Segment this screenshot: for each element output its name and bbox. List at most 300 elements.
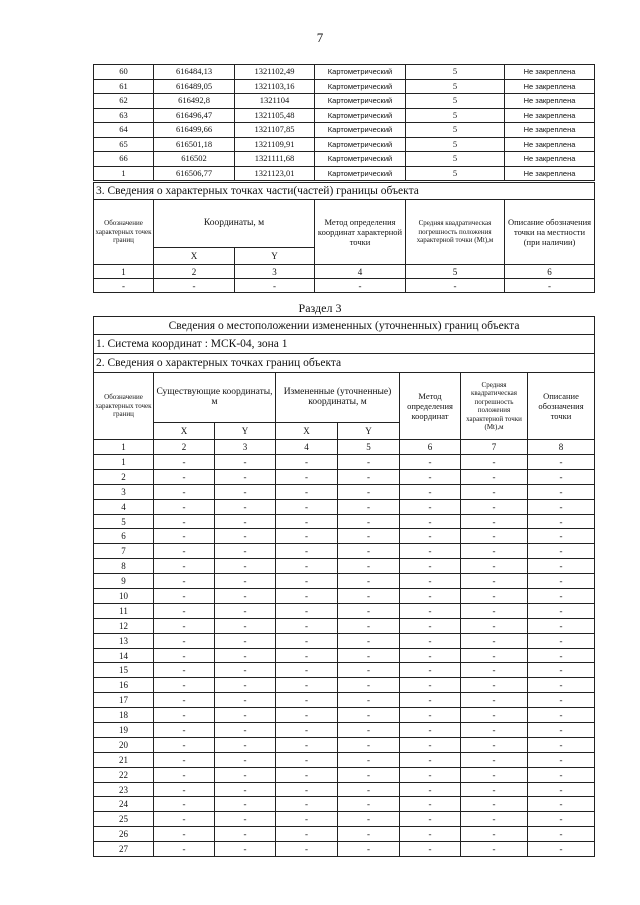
empty-cell: - (528, 767, 595, 782)
empty-cell: - (215, 455, 276, 470)
section-heading: Раздел 3 (298, 301, 342, 315)
empty-cell: - (276, 842, 338, 857)
empty-cell: - (461, 678, 528, 693)
point-number: 21 (94, 752, 154, 767)
point-number: 20 (94, 737, 154, 752)
empty-cell: - (400, 589, 461, 604)
table-row (94, 797, 595, 812)
empty-cell: - (400, 544, 461, 559)
empty-cell: - (338, 737, 400, 752)
empty-cell: - (276, 589, 338, 604)
empty-cell: - (461, 827, 528, 842)
empty-cell: - (215, 842, 276, 857)
empty-cell: - (154, 723, 215, 738)
empty-cell: - (276, 469, 338, 484)
empty-cell: - (528, 782, 595, 797)
empty-cell: - (215, 469, 276, 484)
table-row (94, 842, 595, 857)
empty-cell: - (461, 529, 528, 544)
table-row (94, 663, 595, 678)
empty-cell: - (338, 618, 400, 633)
empty-cell: - (276, 678, 338, 693)
method: Картометрический (315, 79, 406, 94)
empty-cell: - (461, 752, 528, 767)
empty-cell: - (215, 767, 276, 782)
empty-cell: - (215, 484, 276, 499)
empty-cell: - (461, 842, 528, 857)
point-number: 1 (94, 455, 154, 470)
method: Картометрический (315, 94, 406, 109)
table-title: Сведения о местоположении измененных (уточненных) границ объекта (94, 317, 595, 335)
empty-cell: - (338, 603, 400, 618)
empty-cell: - (528, 514, 595, 529)
coord-y: 1321111,68 (235, 152, 315, 167)
empty-cell: - (154, 559, 215, 574)
point-number: 16 (94, 678, 154, 693)
empty-cell: - (528, 633, 595, 648)
column-number: 7 (461, 440, 528, 455)
empty-cell: - (400, 514, 461, 529)
empty-cell: - (276, 544, 338, 559)
empty-cell: - (215, 723, 276, 738)
point-number: 2 (94, 469, 154, 484)
empty-cell: - (276, 663, 338, 678)
empty-cell: - (528, 574, 595, 589)
empty-cell: - (400, 559, 461, 574)
table-row (94, 827, 595, 842)
empty-cell: - (461, 455, 528, 470)
empty-cell: - (154, 708, 215, 723)
mt-value: 5 (406, 65, 505, 80)
empty-cell: - (215, 648, 276, 663)
empty-cell: - (400, 842, 461, 857)
empty-cell: - (215, 827, 276, 842)
point-number: 3 (94, 484, 154, 499)
empty-cell: - (276, 708, 338, 723)
empty-cell: - (215, 678, 276, 693)
point-number: 61 (94, 79, 154, 94)
table-row (94, 812, 595, 827)
empty-cell: - (528, 723, 595, 738)
empty-cell: - (461, 469, 528, 484)
empty-cell: - (528, 752, 595, 767)
table-row (94, 152, 595, 167)
table-row (94, 544, 595, 559)
empty-cell: - (461, 484, 528, 499)
empty-cell: - (400, 752, 461, 767)
empty-cell: - (276, 529, 338, 544)
description: Не закреплена (505, 137, 595, 152)
empty-cell: - (461, 693, 528, 708)
empty-cell: - (338, 827, 400, 842)
empty-cell: - (528, 618, 595, 633)
coord-system: 1. Система координат : МСК-04, зона 1 (94, 335, 595, 354)
empty-cell: - (461, 723, 528, 738)
col-changed-y: Y (338, 422, 400, 439)
empty-cell: - (338, 782, 400, 797)
empty-cell: - (154, 603, 215, 618)
empty-cell: - (461, 544, 528, 559)
empty-cell: - (276, 603, 338, 618)
empty-cell: - (400, 737, 461, 752)
col-designation: Обозначение характерных точек границ (94, 200, 154, 265)
empty-cell: - (276, 514, 338, 529)
col-mt: Средняя квадратическая погрешность положения характерной точки (Mt),м (406, 200, 505, 265)
empty-cell: - (528, 648, 595, 663)
empty-cell: - (215, 589, 276, 604)
empty-cell: - (215, 618, 276, 633)
empty-cell: - (528, 499, 595, 514)
empty-cell: - (528, 797, 595, 812)
empty-cell: - (338, 574, 400, 589)
empty-cell: - (400, 484, 461, 499)
empty-cell: - (154, 782, 215, 797)
empty-cell: - (276, 484, 338, 499)
empty-cell: - (400, 529, 461, 544)
point-number: 8 (94, 559, 154, 574)
empty-cell: - (461, 633, 528, 648)
empty-cell: - (461, 797, 528, 812)
empty-cell: - (215, 529, 276, 544)
column-number: 1 (94, 440, 154, 455)
empty-cell: - (400, 663, 461, 678)
point-number: 18 (94, 708, 154, 723)
coord-y: 1321107,85 (235, 123, 315, 138)
coord-y: 1321105,48 (235, 108, 315, 123)
point-number: 60 (94, 65, 154, 80)
empty-cell: - (235, 279, 315, 293)
column-number: 8 (528, 440, 595, 455)
empty-cell: - (528, 484, 595, 499)
point-number: 1 (94, 166, 154, 181)
empty-cell: - (215, 603, 276, 618)
method: Картометрический (315, 123, 406, 138)
empty-cell: - (338, 767, 400, 782)
mt-value: 5 (406, 152, 505, 167)
empty-cell: - (338, 648, 400, 663)
empty-cell: - (94, 279, 154, 293)
empty-cell: - (338, 663, 400, 678)
coord-x: 616489,05 (154, 79, 235, 94)
coord-x: 616484,13 (154, 65, 235, 80)
coord-x: 616496,47 (154, 108, 235, 123)
table-row (94, 137, 595, 152)
empty-cell: - (528, 455, 595, 470)
table-row (94, 723, 595, 738)
section-title: 2. Сведения о характерных точках границ объекта (94, 354, 595, 373)
empty-cell: - (154, 633, 215, 648)
empty-cell: - (400, 469, 461, 484)
empty-cell: - (215, 752, 276, 767)
empty-cell: - (528, 589, 595, 604)
description: Не закреплена (505, 79, 595, 94)
empty-cell: - (215, 693, 276, 708)
coord-y: 1321102,49 (235, 65, 315, 80)
column-number: 1 (94, 265, 154, 279)
column-number: 3 (235, 265, 315, 279)
description: Не закреплена (505, 108, 595, 123)
empty-cell: - (461, 559, 528, 574)
empty-cell: - (400, 708, 461, 723)
coord-x: 616502 (154, 152, 235, 167)
empty-cell: - (154, 455, 215, 470)
description: Не закреплена (505, 65, 595, 80)
empty-cell: - (154, 279, 235, 293)
col-method: Метод определения координат (400, 373, 461, 440)
empty-cell: - (528, 842, 595, 857)
coord-y: 1321103,16 (235, 79, 315, 94)
empty-cell: - (338, 633, 400, 648)
point-number: 62 (94, 94, 154, 109)
col-method: Метод определения координат характерной точки (315, 200, 406, 265)
empty-cell: - (461, 663, 528, 678)
table-row (94, 499, 595, 514)
empty-cell: - (400, 797, 461, 812)
table-row (94, 767, 595, 782)
empty-cell: - (154, 618, 215, 633)
empty-cell: - (461, 574, 528, 589)
empty-cell: - (461, 737, 528, 752)
empty-cell: - (338, 469, 400, 484)
method: Картометрический (315, 137, 406, 152)
point-number: 12 (94, 618, 154, 633)
empty-cell: - (338, 708, 400, 723)
empty-cell: - (528, 812, 595, 827)
empty-cell: - (400, 782, 461, 797)
empty-cell: - (400, 603, 461, 618)
empty-cell: - (528, 678, 595, 693)
point-number: 7 (94, 544, 154, 559)
empty-cell: - (154, 678, 215, 693)
empty-cell: - (315, 279, 406, 293)
point-number: 19 (94, 723, 154, 738)
point-number: 23 (94, 782, 154, 797)
mt-value: 5 (406, 123, 505, 138)
table-row (94, 484, 595, 499)
point-number: 25 (94, 812, 154, 827)
col-coords: Координаты, м (154, 200, 315, 248)
empty-cell: - (400, 648, 461, 663)
point-number: 66 (94, 152, 154, 167)
point-number: 13 (94, 633, 154, 648)
empty-cell: - (276, 648, 338, 663)
col-x: X (154, 247, 235, 264)
empty-cell: - (338, 514, 400, 529)
empty-cell: - (528, 603, 595, 618)
empty-cell: - (461, 589, 528, 604)
column-number: 2 (154, 265, 235, 279)
empty-cell: - (215, 663, 276, 678)
empty-cell: - (276, 767, 338, 782)
empty-cell: - (400, 767, 461, 782)
changed-boundary-points-table (93, 316, 595, 857)
empty-cell: - (154, 812, 215, 827)
empty-cell: - (400, 693, 461, 708)
empty-cell: - (505, 279, 595, 293)
points-continuation-table (93, 64, 595, 181)
empty-cell: - (276, 752, 338, 767)
point-number: 10 (94, 589, 154, 604)
empty-cell: - (528, 663, 595, 678)
empty-cell: - (154, 574, 215, 589)
coord-y: 1321123,01 (235, 166, 315, 181)
empty-cell: - (276, 559, 338, 574)
column-number: 4 (276, 440, 338, 455)
empty-cell: - (215, 782, 276, 797)
empty-cell: - (528, 737, 595, 752)
column-number: 2 (154, 440, 215, 455)
coord-x: 616506,77 (154, 166, 235, 181)
empty-cell: - (215, 574, 276, 589)
empty-cell: - (276, 723, 338, 738)
part-boundary-points-table (93, 182, 595, 293)
empty-cell: - (276, 499, 338, 514)
point-number: 24 (94, 797, 154, 812)
coord-x: 616501,18 (154, 137, 235, 152)
col-existing-x: X (154, 422, 215, 439)
mt-value: 5 (406, 137, 505, 152)
empty-cell: - (338, 529, 400, 544)
empty-cell: - (154, 797, 215, 812)
empty-cell: - (400, 618, 461, 633)
col-desc: Описание обозначения точки на местности (при наличии) (505, 200, 595, 265)
empty-cell: - (461, 603, 528, 618)
empty-cell: - (461, 499, 528, 514)
empty-cell: - (154, 663, 215, 678)
empty-cell: - (215, 544, 276, 559)
table-row (94, 514, 595, 529)
empty-cell: - (215, 812, 276, 827)
empty-cell: - (400, 455, 461, 470)
empty-cell: - (461, 767, 528, 782)
table-row (94, 618, 595, 633)
empty-cell: - (338, 797, 400, 812)
empty-cell: - (276, 737, 338, 752)
method: Картометрический (315, 108, 406, 123)
empty-cell: - (338, 723, 400, 738)
empty-cell: - (154, 693, 215, 708)
table-row (94, 678, 595, 693)
empty-cell: - (461, 514, 528, 529)
empty-cell: - (338, 544, 400, 559)
empty-cell: - (154, 499, 215, 514)
empty-cell: - (154, 827, 215, 842)
empty-cell: - (338, 559, 400, 574)
coord-x: 616492,8 (154, 94, 235, 109)
table-row (94, 782, 595, 797)
empty-cell: - (215, 708, 276, 723)
method: Картометрический (315, 166, 406, 181)
section-title: 3. Сведения о характерных точках части(частей) границы объекта (94, 183, 595, 200)
empty-cell: - (276, 782, 338, 797)
empty-cell: - (276, 618, 338, 633)
description: Не закреплена (505, 123, 595, 138)
empty-cell: - (400, 633, 461, 648)
empty-cell: - (154, 842, 215, 857)
point-number: 26 (94, 827, 154, 842)
column-number: 5 (338, 440, 400, 455)
empty-cell: - (154, 514, 215, 529)
empty-cell: - (154, 767, 215, 782)
empty-cell: - (528, 559, 595, 574)
table-row (94, 469, 595, 484)
table-row (94, 529, 595, 544)
empty-cell: - (276, 455, 338, 470)
empty-cell: - (215, 514, 276, 529)
table-row (94, 123, 595, 138)
point-number: 9 (94, 574, 154, 589)
empty-cell: - (276, 693, 338, 708)
mt-value: 5 (406, 94, 505, 109)
empty-cell: - (276, 574, 338, 589)
column-number: 6 (505, 265, 595, 279)
point-number: 4 (94, 499, 154, 514)
empty-cell: - (528, 693, 595, 708)
description: Не закреплена (505, 166, 595, 181)
table-row (94, 589, 595, 604)
empty-cell: - (338, 499, 400, 514)
description: Не закреплена (505, 94, 595, 109)
empty-cell: - (154, 737, 215, 752)
table-row (94, 108, 595, 123)
table-row (94, 166, 595, 181)
point-number: 17 (94, 693, 154, 708)
empty-cell: - (400, 827, 461, 842)
empty-cell: - (400, 723, 461, 738)
point-number: 64 (94, 123, 154, 138)
method: Картометрический (315, 65, 406, 80)
table-row (94, 559, 595, 574)
empty-cell: - (400, 574, 461, 589)
empty-cell: - (400, 499, 461, 514)
table-row (94, 633, 595, 648)
table-row (94, 455, 595, 470)
point-number: 27 (94, 842, 154, 857)
point-number: 15 (94, 663, 154, 678)
coord-x: 616499,66 (154, 123, 235, 138)
table-row (94, 603, 595, 618)
empty-cell: - (338, 589, 400, 604)
table-row (94, 752, 595, 767)
col-designation: Обозначение характерных точек границ (94, 373, 154, 440)
point-number: 6 (94, 529, 154, 544)
col-existing-y: Y (215, 422, 276, 439)
empty-cell: - (276, 633, 338, 648)
table-row (94, 737, 595, 752)
empty-cell: - (528, 469, 595, 484)
col-changed-x: X (276, 422, 338, 439)
mt-value: 5 (406, 79, 505, 94)
table-row (94, 708, 595, 723)
empty-cell: - (154, 752, 215, 767)
empty-cell: - (338, 484, 400, 499)
point-number: 14 (94, 648, 154, 663)
column-number: 3 (215, 440, 276, 455)
table-row (94, 65, 595, 80)
empty-cell: - (338, 693, 400, 708)
empty-cell: - (461, 648, 528, 663)
column-number: 5 (406, 265, 505, 279)
point-number: 11 (94, 603, 154, 618)
col-y: Y (235, 247, 315, 264)
empty-cell: - (215, 633, 276, 648)
empty-cell: - (154, 529, 215, 544)
empty-cell: - (154, 484, 215, 499)
empty-cell: - (461, 618, 528, 633)
empty-cell: - (400, 678, 461, 693)
point-number: 63 (94, 108, 154, 123)
empty-cell: - (154, 544, 215, 559)
